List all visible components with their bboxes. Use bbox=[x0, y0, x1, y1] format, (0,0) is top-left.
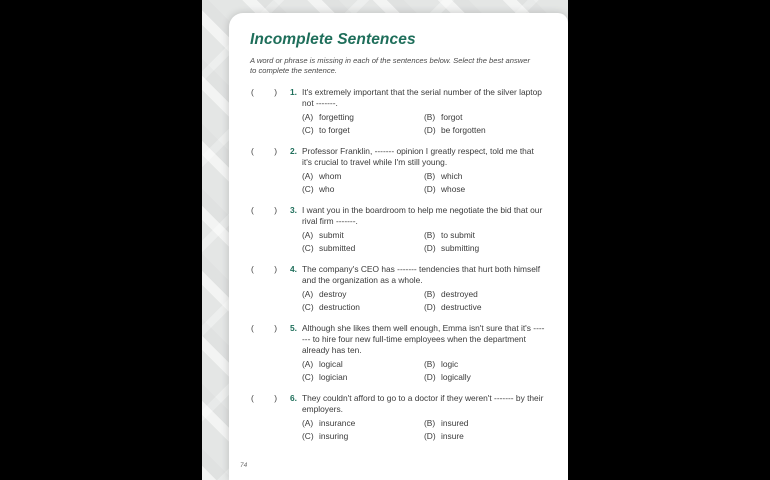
answer-option bbox=[424, 171, 546, 182]
question-body bbox=[302, 393, 546, 442]
book-page bbox=[229, 13, 568, 480]
bracket-right: ) bbox=[274, 146, 277, 156]
option-text: who bbox=[319, 184, 335, 194]
answer-option bbox=[424, 230, 546, 241]
option-label: (B) bbox=[424, 359, 436, 369]
answer-brackets bbox=[250, 146, 277, 195]
option-text: whose bbox=[441, 184, 466, 194]
question-item bbox=[250, 323, 546, 383]
answer-option bbox=[302, 359, 424, 370]
option-label: (D) bbox=[424, 431, 436, 441]
question-item bbox=[250, 393, 546, 442]
option-text: destroyed bbox=[441, 289, 478, 299]
answer-option bbox=[424, 125, 546, 136]
option-text: submitting bbox=[441, 243, 480, 253]
section-instructions: A word or phrase is missing in each of the sentences below. Select the best answer to complete the sentence. bbox=[250, 56, 530, 75]
question-item bbox=[250, 205, 546, 254]
option-text: destructive bbox=[441, 302, 482, 312]
bracket-right: ) bbox=[274, 323, 277, 333]
option-text: submit bbox=[319, 230, 344, 240]
option-grid bbox=[302, 112, 546, 136]
bracket-left: ( bbox=[251, 264, 254, 274]
answer-option bbox=[302, 230, 424, 241]
option-text: logical bbox=[319, 359, 343, 369]
bracket-right: ) bbox=[274, 87, 277, 97]
question-number: 2. bbox=[290, 146, 297, 156]
answer-option bbox=[302, 302, 424, 313]
question-text: Although she likes them well enough, Emma isn't sure that it's ------- to hire four new full-time employees when the department already has ten. bbox=[302, 323, 545, 355]
question-number: 3. bbox=[290, 205, 297, 215]
option-label: (A) bbox=[302, 359, 314, 369]
bracket-right: ) bbox=[274, 205, 277, 215]
question-text: They couldn't afford to go to a doctor if they weren't ------- by their employers. bbox=[302, 393, 544, 414]
bracket-left: ( bbox=[251, 205, 254, 215]
answer-option bbox=[424, 302, 546, 313]
answer-option bbox=[302, 372, 424, 383]
question-number: 6. bbox=[290, 393, 297, 403]
answer-brackets bbox=[250, 87, 277, 136]
answer-option bbox=[424, 418, 546, 429]
option-label: (C) bbox=[302, 184, 314, 194]
question-text: Professor Franklin, ------- opinion I greatly respect, told me that it's crucial to travel while I'm still young. bbox=[302, 146, 534, 167]
option-text: insuring bbox=[319, 431, 349, 441]
answer-option bbox=[424, 289, 546, 300]
option-grid bbox=[302, 418, 546, 442]
question-item bbox=[250, 87, 546, 136]
option-label: (D) bbox=[424, 184, 436, 194]
option-label: (A) bbox=[302, 418, 314, 428]
answer-option bbox=[302, 289, 424, 300]
page-content bbox=[250, 31, 546, 452]
question-number: 1. bbox=[290, 87, 297, 97]
option-label: (C) bbox=[302, 431, 314, 441]
answer-option bbox=[302, 184, 424, 195]
question-number: 4. bbox=[290, 264, 297, 274]
bracket-left: ( bbox=[251, 146, 254, 156]
answer-option bbox=[424, 243, 546, 254]
question-body bbox=[302, 264, 546, 313]
answer-option bbox=[302, 125, 424, 136]
bracket-left: ( bbox=[251, 87, 254, 97]
option-text: which bbox=[441, 171, 463, 181]
option-label: (D) bbox=[424, 243, 436, 253]
option-text: destroy bbox=[319, 289, 347, 299]
answer-option bbox=[302, 431, 424, 442]
answer-brackets bbox=[250, 323, 277, 383]
bracket-right: ) bbox=[274, 264, 277, 274]
option-label: (C) bbox=[302, 372, 314, 382]
option-label: (A) bbox=[302, 230, 314, 240]
question-body bbox=[302, 323, 546, 383]
option-grid bbox=[302, 171, 546, 195]
bracket-left: ( bbox=[251, 393, 254, 403]
option-label: (A) bbox=[302, 112, 314, 122]
section-title: Incomplete Sentences bbox=[250, 31, 416, 48]
question-list bbox=[250, 87, 546, 442]
option-text: forgetting bbox=[319, 112, 354, 122]
answer-option bbox=[424, 184, 546, 195]
option-text: logic bbox=[441, 359, 459, 369]
option-text: forgot bbox=[441, 112, 463, 122]
option-text: to forget bbox=[319, 125, 350, 135]
option-label: (D) bbox=[424, 125, 436, 135]
question-item bbox=[250, 264, 546, 313]
option-label: (B) bbox=[424, 418, 436, 428]
option-text: insurance bbox=[319, 418, 356, 428]
option-label: (A) bbox=[302, 171, 314, 181]
question-number: 5. bbox=[290, 323, 297, 333]
question-item bbox=[250, 146, 546, 195]
option-text: be forgotten bbox=[441, 125, 486, 135]
option-label: (B) bbox=[424, 230, 436, 240]
option-label: (D) bbox=[424, 372, 436, 382]
option-text: destruction bbox=[319, 302, 360, 312]
option-grid bbox=[302, 230, 546, 254]
question-text: It's extremely important that the serial number of the silver laptop not -------. bbox=[302, 87, 542, 108]
answer-option bbox=[424, 359, 546, 370]
answer-brackets bbox=[250, 393, 277, 442]
answer-option bbox=[302, 243, 424, 254]
page-number: 74 bbox=[240, 462, 248, 469]
option-text: insured bbox=[441, 418, 469, 428]
bracket-left: ( bbox=[251, 323, 254, 333]
option-label: (B) bbox=[424, 112, 436, 122]
option-label: (C) bbox=[302, 243, 314, 253]
option-label: (C) bbox=[302, 302, 314, 312]
answer-brackets bbox=[250, 264, 277, 313]
answer-option bbox=[302, 171, 424, 182]
answer-option bbox=[424, 372, 546, 383]
bracket-right: ) bbox=[274, 393, 277, 403]
option-text: logically bbox=[441, 372, 471, 382]
answer-brackets bbox=[250, 205, 277, 254]
question-body bbox=[302, 146, 546, 195]
option-label: (A) bbox=[302, 289, 314, 299]
option-text: to submit bbox=[441, 230, 475, 240]
answer-option bbox=[302, 112, 424, 123]
answer-option bbox=[424, 112, 546, 123]
option-grid bbox=[302, 359, 546, 383]
answer-option bbox=[424, 431, 546, 442]
option-label: (D) bbox=[424, 302, 436, 312]
option-text: submitted bbox=[319, 243, 356, 253]
question-text: I want you in the boardroom to help me negotiate the bid that our rival firm -------. bbox=[302, 205, 543, 226]
option-text: whom bbox=[319, 171, 342, 181]
option-text: insure bbox=[441, 431, 464, 441]
question-body bbox=[302, 205, 546, 254]
question-body bbox=[302, 87, 546, 136]
option-label: (B) bbox=[424, 289, 436, 299]
option-grid bbox=[302, 289, 546, 313]
answer-option bbox=[302, 418, 424, 429]
option-text: logician bbox=[319, 372, 348, 382]
question-text: The company's CEO has ------- tendencies that hurt both himself and the organization as a whole. bbox=[302, 264, 541, 285]
option-label: (B) bbox=[424, 171, 436, 181]
option-label: (C) bbox=[302, 125, 314, 135]
